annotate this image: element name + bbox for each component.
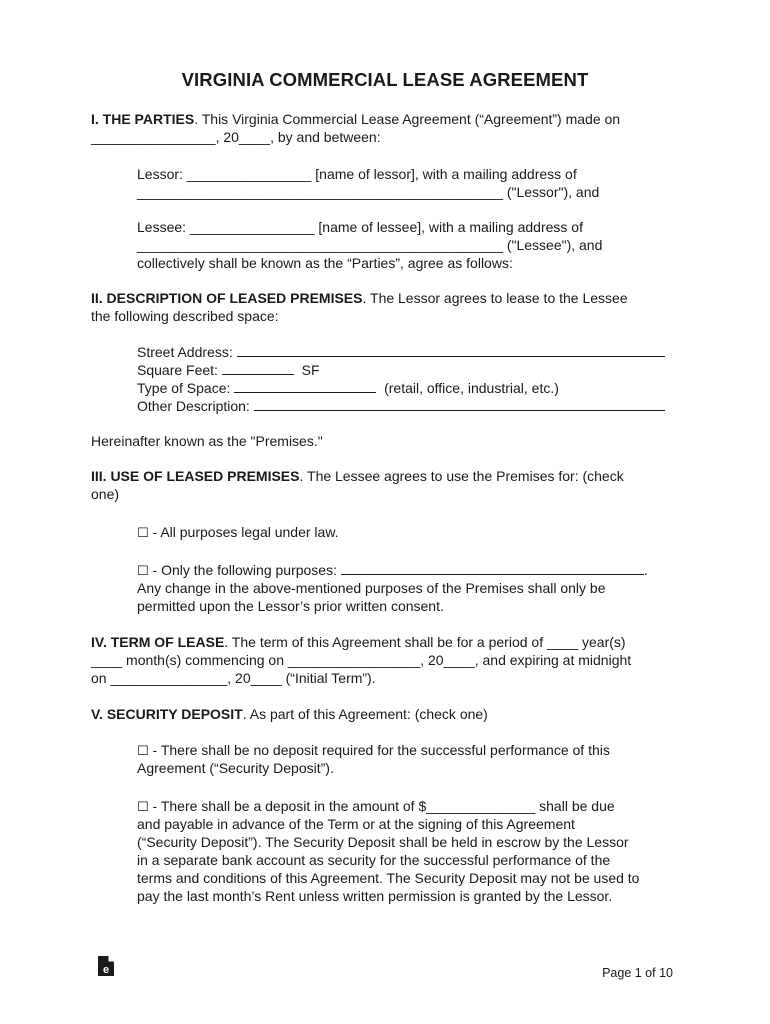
- option-text: (“Security Deposit”). The Security Deposit shall be held in escrow by the Lessor: [137, 834, 629, 850]
- type-of-space-row: [137, 379, 682, 397]
- section-line: [91, 467, 681, 485]
- page-number: Page 1 of 10: [602, 966, 673, 980]
- lessor-text: : ________________ [name of lessor], with a mailing address of: [179, 166, 577, 182]
- option-text: terms and conditions of this Agreement. The Security Deposit may not be used to: [137, 870, 640, 886]
- use-option-row: [137, 523, 682, 541]
- section-text: ____ month(s) commencing on _________________, 20____, and expiring at midnight: [91, 652, 632, 668]
- lessee-label: Lessee: [137, 219, 183, 235]
- section-text: . The Lessee agrees to use the Premises for: (check: [299, 468, 624, 484]
- section-line: [91, 705, 681, 723]
- section-deposit: [91, 705, 681, 723]
- section-heading: I. THE PARTIES: [91, 111, 195, 127]
- section-line: [91, 289, 681, 307]
- section-text: . The Lessor agrees to lease to the Lessee: [362, 290, 628, 306]
- section-parties: [91, 110, 681, 146]
- section-premises: [91, 289, 681, 325]
- lessee-block: [137, 218, 682, 272]
- section-text: . As part of this Agreement: (check one): [242, 706, 488, 722]
- use-option-specific: [137, 561, 682, 615]
- option-note: permitted upon the Lessor’s prior written consent.: [137, 598, 444, 614]
- street-address-field[interactable]: [237, 343, 665, 357]
- lessee-line: [137, 218, 682, 236]
- square-feet-field[interactable]: [222, 361, 294, 375]
- section-line: [91, 110, 681, 128]
- section-text: Hereinafter known as the "Premises.": [91, 433, 323, 449]
- purposes-field[interactable]: [341, 561, 644, 575]
- square-feet-label: Square Feet:: [137, 362, 218, 378]
- deposit-option-row: [137, 797, 682, 815]
- section-text: ________________, 20____, by and between:: [91, 129, 381, 145]
- checkbox-icon[interactable]: ☐: [137, 526, 149, 541]
- type-of-space-hint: (retail, office, industrial, etc.): [384, 380, 559, 396]
- logo-svg: [97, 955, 115, 977]
- lessor-address-line: _______________________________________________ ("Lessor"), and: [137, 184, 600, 200]
- premises-fields: [137, 343, 682, 415]
- option-text-end: .: [643, 562, 648, 578]
- square-feet-unit: SF: [301, 362, 320, 378]
- other-description-label: Other Description:: [137, 398, 250, 414]
- other-description-row: [137, 397, 682, 415]
- section-line: [91, 633, 681, 651]
- deposit-option-row: [137, 741, 682, 759]
- section-heading: II. DESCRIPTION OF LEASED PREMISES: [91, 290, 363, 306]
- option-text: and payable in advance of the Term or at the signing of this Agreement: [137, 816, 575, 832]
- square-feet-row: [137, 361, 682, 379]
- option-text: in a separate bank account as security for the successful performance of the: [137, 852, 611, 868]
- lessor-label: Lessor: [137, 166, 180, 182]
- eforms-logo-icon: [97, 955, 115, 977]
- premises-known-as: [91, 432, 681, 450]
- section-heading: V. SECURITY DEPOSIT: [91, 706, 243, 722]
- other-description-field[interactable]: [254, 397, 665, 411]
- street-address-row: [137, 343, 682, 361]
- lessee-address-line: _______________________________________________ ("Lessee"), and: [137, 237, 603, 253]
- option-text: - There shall be a deposit in the amount of $______________ shall be due: [152, 798, 615, 814]
- section-text: . The term of this Agreement shall be for a period of ____ year(s): [224, 634, 626, 650]
- checkbox-icon[interactable]: ☐: [137, 744, 149, 759]
- option-note: Any change in the above-mentioned purposes of the Premises shall only be: [137, 580, 606, 596]
- section-text: . This Virginia Commercial Lease Agreement (“Agreement”) made on: [194, 111, 621, 127]
- option-text: Agreement (“Security Deposit”).: [137, 760, 334, 776]
- option-text: - Only the following purposes:: [152, 562, 337, 578]
- section-use: [91, 467, 681, 503]
- option-text: - All purposes legal under law.: [152, 524, 339, 540]
- type-of-space-label: Type of Space:: [137, 380, 231, 396]
- section-text: on _______________, 20____ (“Initial Term”).: [91, 670, 376, 686]
- lessor-line: [137, 165, 682, 183]
- deposit-option-none: [137, 741, 682, 777]
- use-option-all: [137, 523, 682, 541]
- section-heading: IV. TERM OF LEASE: [91, 634, 225, 650]
- document-title: VIRGINIA COMMERCIAL LEASE AGREEMENT: [181, 69, 589, 90]
- lessee-text: : ________________ [name of lessee], with a mailing address of: [182, 219, 583, 235]
- section-term: [91, 633, 681, 687]
- checkbox-icon[interactable]: ☐: [137, 800, 149, 815]
- checkbox-icon[interactable]: ☐: [137, 564, 149, 579]
- section-text: one): [91, 486, 120, 502]
- section-heading: III. USE OF LEASED PREMISES: [91, 468, 300, 484]
- deposit-option-amount: [137, 797, 682, 905]
- street-address-label: Street Address:: [137, 344, 233, 360]
- use-option-row: [137, 561, 682, 579]
- lessor-block: [137, 165, 682, 201]
- section-text: the following described space:: [91, 308, 279, 324]
- type-of-space-field[interactable]: [234, 379, 376, 393]
- option-text: - There shall be no deposit required for the successful performance of this: [152, 742, 610, 758]
- svg-text:e: e: [102, 964, 110, 976]
- parties-collective-line: collectively shall be known as the “Parties”, agree as follows:: [137, 255, 513, 271]
- option-text: pay the last month’s Rent unless written permission is granted by the Lessor.: [137, 888, 613, 904]
